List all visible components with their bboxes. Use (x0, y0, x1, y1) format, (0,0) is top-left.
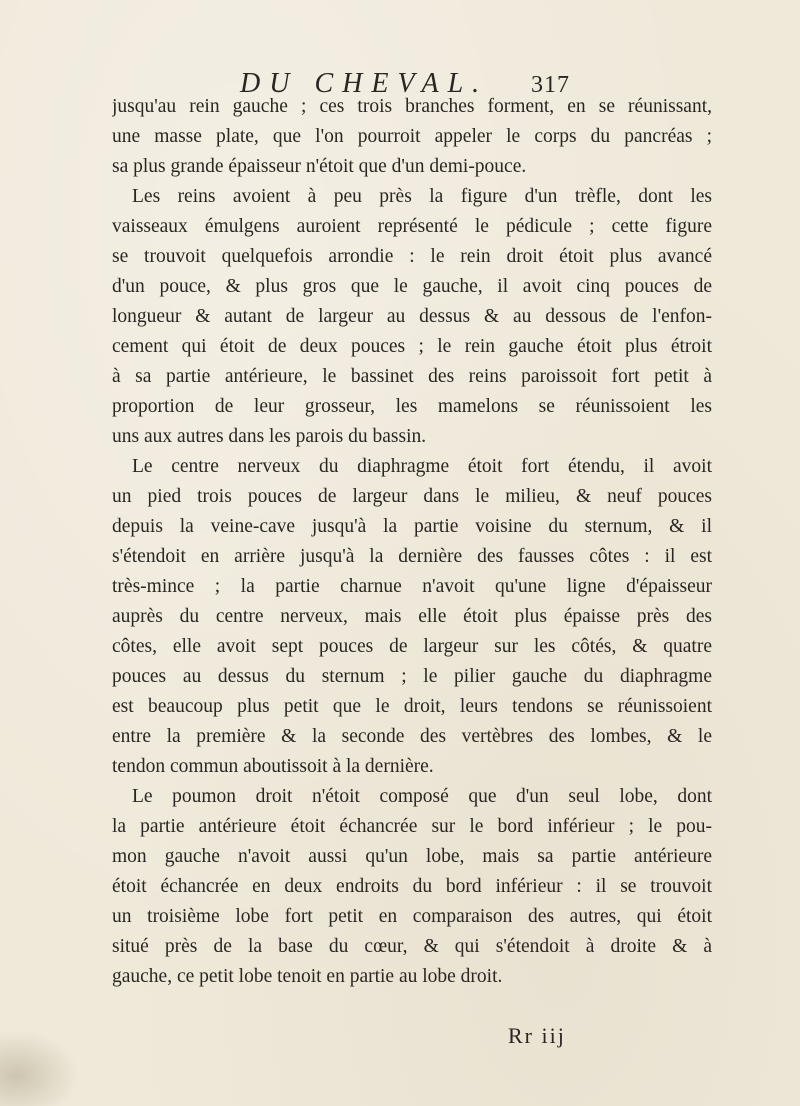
text-line: proportion de leur grosseur, les mamelons se réunissoient les (112, 396, 712, 417)
text-line: gauche, ce petit lobe tenoit en partie au lobe droit. (112, 966, 503, 987)
paper-stain (0, 1030, 80, 1106)
text-line: une masse plate, que l'on pourroit appeler le corps du pancréas ; (112, 126, 712, 147)
text-line: vaisseaux émulgens auroient représenté le pédicule ; cette figure (112, 216, 712, 237)
text-line: d'un pouce, & plus gros que le gauche, il avoit cinq pouces de (112, 276, 712, 297)
text-line: sa plus grande épaisseur n'étoit que d'un demi-pouce. (112, 156, 527, 177)
text-line: un troisième lobe fort petit en comparaison des autres, qui étoit (112, 906, 712, 927)
text-line: depuis la veine-cave jusqu'à la partie voisine du sternum, & il (112, 516, 712, 537)
text-line: jusqu'au rein gauche ; ces trois branches forment, en se réunissant, (112, 96, 712, 117)
running-title: DU CHEVAL. (240, 68, 489, 99)
text-line: tendon commun aboutissoit à la dernière. (112, 756, 434, 777)
text-line: étoit échancrée en deux endroits du bord inférieur : il se trouvoit (112, 876, 712, 897)
body-text (112, 92, 712, 992)
text-line: un pied trois pouces de largeur dans le milieu, & neuf pouces (112, 486, 712, 507)
signature-mark: Rr iij (508, 1023, 566, 1048)
text-line: mon gauche n'avoit aussi qu'un lobe, mais sa partie antérieure (112, 846, 712, 867)
text-line: est beaucoup plus petit que le droit, leurs tendons se réunissoient (112, 696, 712, 717)
text-line: Les reins avoient à peu près la figure d'un trèfle, dont les (132, 186, 712, 207)
text-line: longueur & autant de largeur au dessus & au dessous de l'enfon- (112, 306, 712, 327)
text-line: côtes, elle avoit sept pouces de largeur sur les côtés, & quatre (112, 636, 712, 657)
text-line: pouces au dessus du sternum ; le pilier gauche du diaphragme (112, 666, 712, 687)
text-line: entre la première & la seconde des vertèbres des lombes, & le (112, 726, 712, 747)
text-line: cement qui étoit de deux pouces ; le rein gauche étoit plus étroit (112, 336, 712, 357)
text-line: Le centre nerveux du diaphragme étoit fort étendu, il avoit (132, 456, 712, 477)
text-line: Le poumon droit n'étoit composé que d'un seul lobe, dont (132, 786, 712, 807)
text-line: auprès du centre nerveux, mais elle étoit plus épaisse près des (112, 606, 712, 627)
text-line: se trouvoit quelquefois arrondie : le rein droit étoit plus avancé (112, 246, 712, 267)
text-line: la partie antérieure étoit échancrée sur le bord inférieur ; le pou- (112, 816, 712, 837)
text-line: à sa partie antérieure, le bassinet des reins paroissoit fort petit à (112, 366, 712, 387)
text-line: situé près de la base du cœur, & qui s'étendoit à droite & à (112, 936, 712, 957)
text-line: s'étendoit en arrière jusqu'à la dernière des fausses côtes : il est (112, 546, 712, 567)
text-line: uns aux autres dans les parois du bassin. (112, 426, 427, 447)
text-line: très-mince ; la partie charnue n'avoit qu'une ligne d'épaisseur (112, 576, 712, 597)
page-number: 317 (531, 72, 570, 98)
